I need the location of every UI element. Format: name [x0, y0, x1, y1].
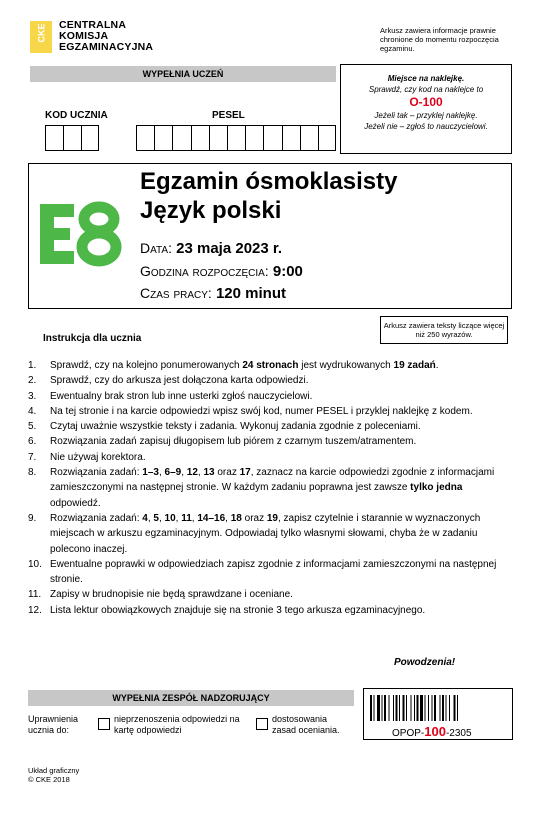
- instruction-emphasis: 6–9: [164, 467, 182, 479]
- instruction-item: [28, 465, 508, 511]
- barcode-bar: [382, 695, 383, 721]
- barcode-suffix: -2305: [445, 728, 472, 739]
- barcode-bar: [420, 695, 423, 721]
- instruction-item: [28, 389, 508, 404]
- instruction-emphasis: 17: [239, 467, 251, 479]
- instruction-fragment: , zapisz czytelnie i starannie w wyznaczonych miejscach w arkuszu egzaminacyjnym. Odpowiadaj tylko własnymi słowami, chyba że w zadaniu polecono inaczej.: [50, 512, 481, 555]
- instruction-emphasis: 10: [164, 512, 176, 524]
- instruction-fragment: ,: [158, 512, 165, 524]
- non-transfer-checkbox[interactable]: [98, 718, 110, 730]
- instruction-fragment: ,: [191, 512, 198, 524]
- pesel-box[interactable]: [282, 125, 300, 151]
- date-label: Data:: [140, 240, 172, 256]
- instruction-number: 3.: [28, 390, 37, 402]
- instruction-fragment: Czytaj uważnie wszystkie teksty i zadania. Wykonuj zadania zgodnie z poleceniami.: [50, 421, 421, 433]
- barcode-bar: [442, 695, 444, 721]
- instruction-fragment: ,: [158, 467, 165, 479]
- instruction-number: 5.: [28, 421, 37, 433]
- instruction-fragment: oraz: [241, 512, 267, 524]
- instruction-text: [50, 450, 146, 465]
- time-label: Godzina rozpoczęcia:: [140, 263, 269, 279]
- code-box[interactable]: [63, 125, 81, 151]
- instruction-fragment: Sprawdź, czy na kolejno ponumerowanych: [50, 360, 243, 371]
- instruction-text: [50, 373, 308, 388]
- instruction-item: [28, 419, 508, 434]
- exam-start-time: [140, 263, 303, 280]
- adjusted-grading-checkbox[interactable]: [256, 718, 268, 730]
- barcode-bar: [396, 695, 398, 721]
- cke-logo-mark-text: CKE: [36, 22, 47, 43]
- instructions-list: [28, 358, 508, 618]
- instruction-fragment: Lista lektur obowiązkowych znajduje się na stronie 3 tego arkusza egzaminacyjnego.: [50, 604, 426, 616]
- pesel-box[interactable]: [154, 125, 172, 151]
- barcode-bar: [370, 695, 372, 721]
- pesel-box[interactable]: [227, 125, 245, 151]
- instruction-fragment: ,: [181, 467, 187, 479]
- instruction-fragment: ,: [197, 467, 204, 479]
- barcode-bar: [406, 695, 407, 721]
- instruction-fragment: Rozwiązania zadań:: [50, 512, 143, 524]
- logo-line-1: CENTRALNA: [59, 19, 127, 31]
- instruction-fragment: .: [435, 360, 439, 371]
- instruction-number: 10.: [28, 558, 42, 570]
- instruction-number: 8.: [28, 467, 37, 479]
- instruction-emphasis: 18: [230, 512, 242, 524]
- sticker-no-text: Jeżeli nie – zgłoś to nauczycielowi.: [364, 122, 488, 131]
- barcode-bar: [393, 695, 394, 721]
- barcode-code: 100: [424, 724, 446, 739]
- pesel-boxes[interactable]: [136, 125, 336, 151]
- exam-date: [140, 240, 282, 257]
- barcode-bar: [411, 695, 412, 721]
- pesel-box[interactable]: [209, 125, 227, 151]
- barcode-bar: [384, 695, 386, 721]
- instruction-fragment: Na tej stronie i na karcie odpowiedzi wpisz swój kod, numer PESEL i przyklej naklejkę z kodem.: [50, 405, 473, 417]
- barcode-bar: [399, 695, 400, 721]
- exam-subject: Język polski: [140, 197, 282, 224]
- exam-duration: [140, 285, 286, 302]
- student-code-boxes[interactable]: [45, 125, 99, 151]
- instruction-item: [28, 557, 508, 588]
- instruction-text: [50, 419, 421, 434]
- barcode-bar: [434, 695, 436, 721]
- sticker-check-text: Sprawdź, czy kod na naklejce to: [368, 85, 484, 94]
- instruction-fragment: , zaznacz na karcie odpowiedzi zgodnie z informacjami zamieszczonymi na następnej stronie. W każdym zadaniu poprawna jest zawsze: [50, 467, 495, 494]
- instruction-text: [50, 404, 473, 419]
- instruction-emphasis: 19 zadań: [393, 360, 436, 371]
- student-fill-bar: WYPEŁNIA UCZEŃ: [30, 66, 336, 82]
- instruction-text: [50, 389, 312, 404]
- barcode-bar: [457, 695, 458, 721]
- barcode-icon: [370, 695, 506, 721]
- logo-line-2: KOMISJA: [59, 30, 109, 42]
- instruction-emphasis: 11: [181, 512, 192, 524]
- instruction-item: [28, 358, 508, 373]
- date-value: 23 maja 2023 r.: [176, 240, 283, 257]
- instruction-item: [28, 587, 508, 602]
- instruction-text: [50, 511, 508, 557]
- sticker-yes-text: Jeżeli tak – przyklej naklejkę.: [374, 111, 478, 120]
- barcode-bar: [377, 695, 380, 721]
- code-box[interactable]: [81, 125, 99, 151]
- barcode-bar: [428, 695, 429, 721]
- texts-length-note: Arkusz zawiera teksty liczące więcej niż 250 wyrazów.: [380, 316, 508, 344]
- footer: [28, 766, 79, 784]
- pesel-box[interactable]: [172, 125, 190, 151]
- instruction-fragment: Rozwiązania zadań:: [50, 467, 143, 479]
- barcode-bar: [449, 695, 450, 721]
- logo-line-3: EGZAMINACYJNA: [59, 41, 154, 53]
- code-box[interactable]: [45, 125, 63, 151]
- supervisors-fill-bar: WYPEŁNIA ZESPÓŁ NADZORUJĄCY: [28, 690, 354, 706]
- barcode-bar: [425, 695, 426, 721]
- instruction-emphasis: 19: [266, 512, 278, 524]
- instruction-number: 9.: [28, 512, 37, 524]
- instruction-emphasis: 14–16: [197, 512, 226, 524]
- cke-logo: [30, 20, 153, 53]
- barcode-bar: [414, 695, 415, 721]
- instruction-item: [28, 404, 508, 419]
- instruction-fragment: ,: [147, 512, 154, 524]
- barcode-bar: [403, 695, 405, 721]
- barcode-bar: [440, 695, 441, 721]
- barcode-bar: [432, 695, 433, 721]
- instruction-fragment: Rozwiązania zadań zapisuj długopisem lub piórem z czarnym tuszem/atramentem.: [50, 436, 417, 448]
- instruction-fragment: odpowiedź.: [50, 497, 101, 509]
- instruction-text: [50, 465, 508, 511]
- cke-logo-text: [59, 20, 153, 53]
- non-transfer-label: nieprzenoszenia odpowiedzi na kartę odpowiedzi: [114, 714, 240, 735]
- duration-value: 120 minut: [215, 285, 286, 302]
- instruction-number: 2.: [28, 375, 37, 387]
- pesel-box[interactable]: [136, 125, 154, 151]
- instruction-number: 7.: [28, 451, 37, 463]
- legal-notice: Arkusz zawiera informacje prawnie chronione do momentu rozpoczęcia egzaminu.: [380, 26, 499, 53]
- barcode-text: [392, 724, 472, 739]
- instruction-emphasis: 1–3: [142, 467, 159, 479]
- instruction-fragment: Nie używaj korektora.: [50, 451, 146, 463]
- instruction-fragment: Ewentualny brak stron lub inne usterki zgłoś nauczycielowi.: [50, 390, 313, 402]
- instruction-item: [28, 434, 508, 449]
- pesel-box[interactable]: [245, 125, 263, 151]
- instruction-fragment: jest wydrukowanych: [298, 360, 394, 371]
- sticker-title: Miejsce na naklejkę.: [387, 74, 465, 83]
- instruction-text: [50, 434, 416, 449]
- instruction-item: [28, 373, 508, 388]
- instruction-text: [50, 557, 508, 588]
- time-value: 9:00: [272, 263, 303, 280]
- instruction-emphasis: 12: [186, 467, 198, 479]
- barcode-bar: [454, 695, 456, 721]
- instruction-fragment: ,: [175, 512, 182, 524]
- sticker-area[interactable]: [340, 64, 512, 154]
- footer-line-2: © CKE 2018: [28, 775, 70, 784]
- student-code-label: KOD UCZNIA: [45, 110, 108, 121]
- instruction-number: 11.: [28, 589, 42, 601]
- exam-title: Egzamin ósmoklasisty: [140, 168, 398, 195]
- instruction-emphasis: 4: [142, 512, 148, 524]
- instruction-text: [50, 358, 439, 373]
- instruction-emphasis: 13: [203, 467, 215, 479]
- footer-line-1: Układ graficzny: [28, 766, 80, 775]
- e8-badge-icon: [38, 200, 124, 268]
- instruction-fragment: oraz: [214, 467, 240, 479]
- instruction-number: 6.: [28, 436, 37, 448]
- pesel-box[interactable]: [191, 125, 209, 151]
- barcode-bar: [417, 695, 419, 721]
- instruction-fragment: Sprawdź, czy do arkusza jest dołączona karta odpowiedzi.: [50, 375, 309, 387]
- instruction-text: [50, 603, 425, 618]
- pesel-box[interactable]: [263, 125, 281, 151]
- instruction-item: [28, 450, 508, 465]
- adjusted-grading-label: dostosowania zasad oceniania.: [272, 714, 340, 735]
- good-luck-text: Powodzenia!: [394, 657, 456, 668]
- instructions-title: Instrukcja dla ucznia: [43, 333, 142, 344]
- barcode-bar: [374, 695, 375, 721]
- pesel-box[interactable]: [300, 125, 318, 151]
- cke-logo-mark: [30, 21, 52, 53]
- barcode-prefix: OPOP-: [392, 728, 425, 739]
- sticker-code: O-100: [409, 95, 443, 109]
- instruction-emphasis: tylko jedna: [410, 482, 463, 494]
- instruction-fragment: Ewentualne poprawki w odpowiedziach zapisz zgodnie z informacjami zamieszczonymi na następnej stronie.: [50, 558, 497, 586]
- instruction-fragment: Zapisy w brudnopisie nie będą sprawdzane i oceniane.: [50, 589, 293, 601]
- permissions-label: Uprawnienia ucznia do:: [28, 714, 79, 735]
- instruction-item: [28, 511, 508, 557]
- barcode-bar: [446, 695, 447, 721]
- instruction-number: 1.: [28, 360, 37, 371]
- instruction-emphasis: 24 stronach: [242, 360, 299, 371]
- instruction-text: [50, 587, 293, 602]
- instruction-item: [28, 603, 508, 618]
- instruction-number: 4.: [28, 405, 37, 417]
- barcode-bar: [389, 695, 390, 721]
- pesel-label: PESEL: [212, 110, 245, 121]
- pesel-box[interactable]: [318, 125, 336, 151]
- instruction-number: 12.: [28, 604, 42, 616]
- duration-label: Czas pracy:: [140, 285, 212, 301]
- instruction-emphasis: 5: [153, 512, 159, 524]
- instruction-fragment: ,: [225, 512, 231, 524]
